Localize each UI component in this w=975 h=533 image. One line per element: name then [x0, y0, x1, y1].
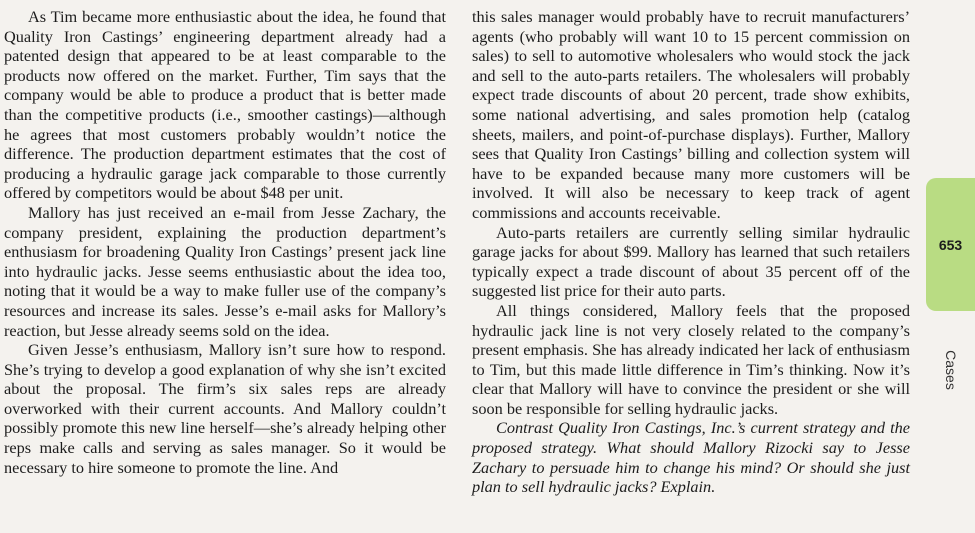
page-number-tab — [926, 178, 975, 311]
section-label-text: Cases — [943, 350, 959, 390]
case-question: Contrast Quality Iron Castings, Inc.’s current strategy and the proposed strategy. What should Mallory Rizocki say to Jesse Zachary to persuade him to change his mind? Or should she just plan to sell hydraulic jacks? Explain. — [472, 418, 910, 497]
paragraph-mallory-response: Given Jesse’s enthusiasm, Mallory isn’t sure how to respond. She’s trying to develop a good explanation of why she isn’t excited about the proposal. The firm’s six sales reps are already overworked with their current accounts. And Mallory couldn’t possibly promote this new line herself—she’s already helping other reps make calls and serving as sales manager. So it would be necessary to hire someone to promote the line. And — [4, 340, 446, 477]
paragraph-retail-pricing: Auto-parts retailers are currently selling similar hydraulic garage jacks for about $99. Mallory has learned that such retailers typically expect a trade discount of about 35 percent off of the suggested list price for their auto parts. — [472, 222, 910, 301]
paragraph-jesse-email: Mallory has just received an e-mail from Jesse Zachary, the company president, explaining the production department’s enthusiasm for broadening Quality Iron Castings’ present jack line into hydraulic jacks. Jesse seems enthusiastic about the idea too, noting that it would be a way to make fuller use of the company’s resources and increase its sales. Jesse’s e-mail asks for Mallory’s reaction, but Jesse already seems sold on the idea. — [4, 202, 446, 340]
paragraph-sales-manager-continued: this sales manager would probably have to recruit manufacturers’ agents (who probably will want 10 to 15 percent commission on sales) to sell to automotive wholesalers who would stock the jack and sell to the auto-parts retailers. The wholesalers will probably expect trade discounts of about 20 percent, trade show exhibits, some national advertising, and sales promotion help (catalog sheets, mailers, and point-of-purchase displays). Further, Mallory sees that Quality Iron Castings’ billing and collection system will have to be expanded because many more customers will be involved. It will also be necessary to keep track of agent commissions and accounts receivable. — [472, 7, 910, 222]
left-text-column — [4, 7, 446, 477]
page-number: 653 — [938, 236, 963, 253]
paragraph-tim-enthusiasm: As Tim became more enthusiastic about the idea, he found that Quality Iron Castings’ engineering department already had a patented design that appeared to be at least comparable to the products now offered on the market. Further, Tim says that the company would be able to produce a product that is better made than the competitive products (i.e., smoother castings)—although he agrees that most customers probably wouldn’t notice the difference. The production department estimates that the cost of producing a hydraulic garage jack comparable to those currently offered by competitors would be about $48 per unit. — [4, 7, 446, 203]
paragraph-considerations: All things considered, Mallory feels that the proposed hydraulic jack line is not very closely related to the company’s present emphasis. She has already indicated her lack of enthusiasm to Tim, but this made little difference in Tim’s thinking. Now it’s clear that Mallory will have to convince the president or she will soon be responsible for selling hydraulic jacks. — [472, 300, 910, 418]
right-text-column — [472, 7, 910, 497]
section-label — [934, 342, 968, 398]
